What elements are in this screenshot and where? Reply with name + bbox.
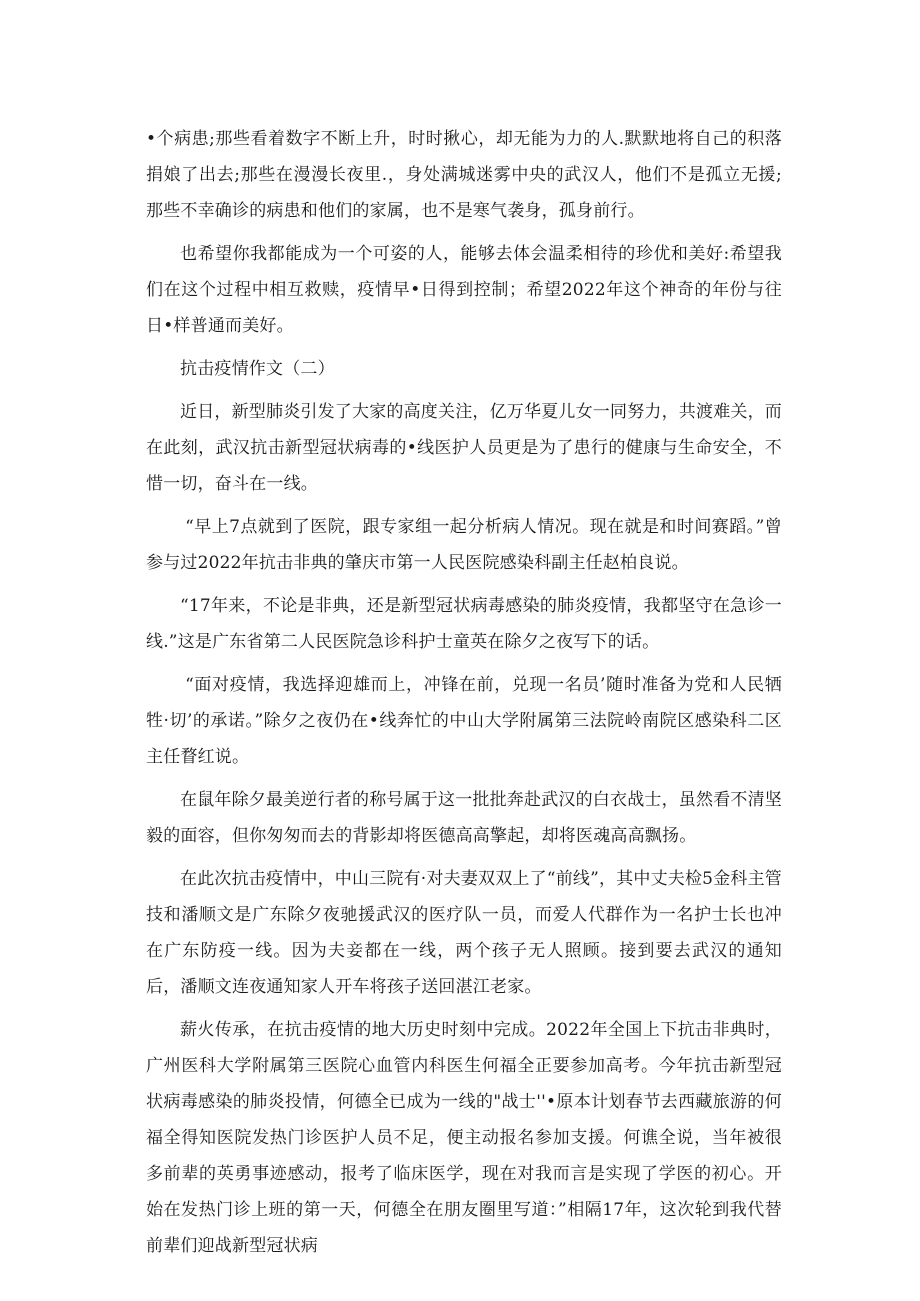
paragraph-6: “面对疫情，我选择迎雄而上，冲锋在前，兑现一名员’随时准备为党和人民牺牲·切’的承诺。”除夕之夜仍在•线奔忙的中山大学附属第三法院岭南院区感染科二区主任瞀红说。	[146, 675, 782, 767]
paragraph-4: “早上7点就到了医院，跟专家组一起分析病人情况。现在就是和时间赛蹈。”曾参与过2022年抗击非典的肇庆市第一人民医院感染科副主任赵柏良说。	[146, 517, 782, 573]
paragraph-3: 近日，新型肺炎引发了大家的高度关注，亿万华夏儿女一同努力，共渡难关，而在此刻，武汉抗击新型冠状病毒的•线医护人员更是为了患行的健康与生命安全，不惜一切，奋斗在一线。	[146, 402, 782, 494]
paragraph-1: •个病患;那些看着数字不断上升，时时揪心，却无能为力的人.默默地将自己的积落捐娘了出去;那些在漫漫长夜里.，身处满城迷雾中央的武汉人，他们不是孤立无援;那些不幸确诊的病患和他们的家属，也不是寒气袭身，孤身前行。	[146, 129, 782, 221]
paragraph-7: 在鼠年除夕最美逆行者的称号属于这一批批奔赴武汉的白衣战士，虽然看不清坚毅的面容，但你匆匆而去的背影却将医德高高擎起，却将医魂高高飘扬。	[146, 790, 782, 846]
document-body	[146, 121, 782, 1271]
paragraph-2: 也希望你我都能成为一个可姿的人，能够去体会温柔相待的珍优和美好:希望我们在这个过程中相互救赎，疫情早•日得到控制；希望2022年这个神奇的年份与往日•样普通而美好。	[146, 244, 782, 336]
paragraph-8: 在此次抗击疫情中，中山三院有·对夫妻双双上了“前线”，其中丈夫检5金科主管技和潘顺文是广东除夕夜驰援武汉的医疗队一员，而爱人代群作为一名护士长也冲在广东防疫一线。因为夫妾都在一线，两个孩子无人照顾。接到要去武汉的通知后，潘顺文连夜通知家人开车将孩子送回湛江老家。	[146, 869, 782, 997]
section-heading: 抗击疫情作文（二）	[180, 359, 335, 379]
paragraph-9: 薪火传承，在抗击疫情的地大历史时刻中完成。2022年全国上下抗击非典时，广州医科大学附属第三医院心血管内科医生何福全正要参加高考。今年抗击新型冠状病毒感染的肺炎投情，何德全已成为一线的"战士''•原本计划春节去西藏旅游的何福全得知医院发热门诊医护人员不足，便主动报名参加支援。何谯全说，当年被很多前辈的英勇事迹感动，报考了临床医学，现在对我而言是实现了学医的初心。开始在发热门诊上班的第一天，何德全在朋友圈里写道：”相隔17年，这次轮到我代替前辈们迎战新型冠状病	[146, 1020, 782, 1256]
paragraph-5: “17年来，不论是非典，还是新型冠状病毒感染的肺炎疫情，我都坚守在急诊一线.”这是广东省第二人民医院急诊科护士童英在除夕之夜写下的话。	[146, 596, 782, 652]
